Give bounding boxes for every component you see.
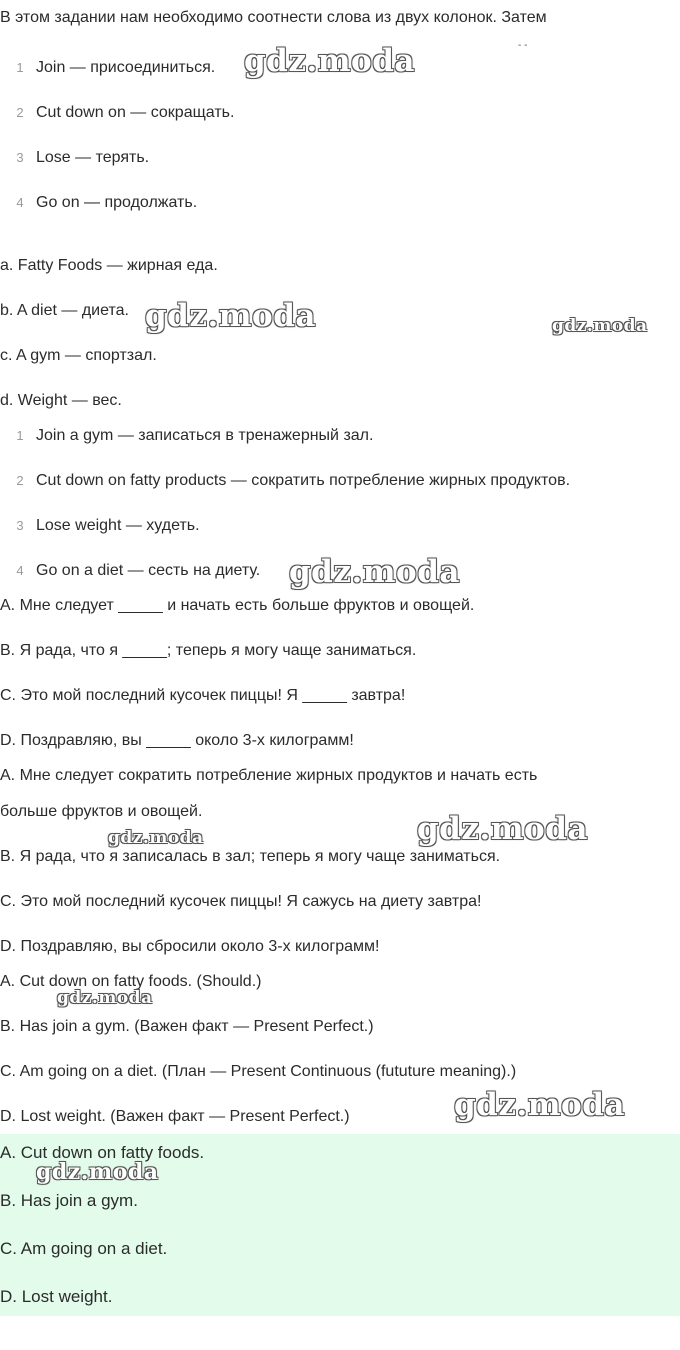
translation-line: D. Поздравляю, вы сбросили около 3-х килограмм!: [0, 938, 380, 955]
translation-line: B. Я рада, что я записалась в зал; теперь я могу чаще заниматься.: [0, 848, 501, 865]
noun-line: c. A gym — спортзал.: [0, 347, 157, 364]
watermark: gdz.moda: [145, 298, 316, 334]
watermark: gdz.moda: [244, 43, 415, 79]
item-text: Go on — продолжать.: [36, 194, 198, 211]
item-text: Join — присоединиться.: [36, 59, 216, 76]
noun-line: d. Weight — вес.: [0, 392, 122, 409]
watermark: gdz.moda: [289, 554, 460, 590]
item-number: 2: [16, 473, 24, 488]
watermark: gdz.moda: [108, 828, 204, 848]
gap-sentence: C. Это мой последний кусочек пиццы! Я _____ завтра!: [0, 687, 406, 704]
gap-sentence: D. Поздравляю, вы _____ около 3-х килограмм!: [0, 732, 354, 749]
intro-text: В этом задании нам необходимо соотнести слова из двух колонок. Затем: [0, 9, 547, 26]
item-number: 4: [16, 563, 24, 578]
item-text: Cut down on — сокращать.: [36, 104, 235, 121]
watermark: gdz.moda: [36, 1159, 159, 1185]
answer-line: B. Has join a gym.: [0, 1191, 138, 1210]
stray-marks: ‑ ‑: [518, 40, 528, 51]
translation-line: A. Мне следует сократить потребление жирных продуктов и начать есть: [0, 767, 538, 784]
item-number: 4: [16, 195, 24, 210]
item-text: Lose — терять.: [36, 149, 150, 166]
answer-line: C. Am going on a diet.: [0, 1239, 168, 1258]
gap-sentence: A. Мне следует _____ и начать есть больше фруктов и овощей.: [0, 597, 475, 614]
watermark: gdz.moda: [57, 988, 153, 1008]
item-number: 1: [16, 428, 24, 443]
translation-line: больше фруктов и овощей.: [0, 803, 203, 820]
watermark: gdz.moda: [552, 316, 648, 336]
item-number: 1: [16, 60, 24, 75]
explanation-line: A. Cut down on fatty foods. (Should.): [0, 973, 262, 990]
item-text: Lose weight — худеть.: [36, 517, 200, 534]
item-number: 3: [16, 150, 24, 165]
gap-sentence: B. Я рада, что я _____; теперь я могу чаще заниматься.: [0, 642, 417, 659]
translation-line: C. Это мой последний кусочек пиццы! Я сажусь на диету завтра!: [0, 893, 482, 910]
item-text: Cut down on fatty products — сократить потребление жирных продуктов.: [36, 472, 571, 489]
noun-line: a. Fatty Foods — жирная еда.: [0, 257, 218, 274]
item-text: Join a gym — записаться в тренажерный зал.: [36, 427, 374, 444]
watermark: gdz.moda: [454, 1087, 625, 1123]
item-text: Go on a diet — сесть на диету.: [36, 562, 261, 579]
item-number: 3: [16, 518, 24, 533]
answer-line: A. Cut down on fatty foods.: [0, 1143, 205, 1162]
item-number: 2: [16, 105, 24, 120]
explanation-line: D. Lost weight. (Важен факт — Present Perfect.): [0, 1108, 350, 1125]
answer-line: D. Lost weight.: [0, 1287, 113, 1306]
noun-line: b. A diet — диета.: [0, 302, 129, 319]
explanation-line: B. Has join a gym. (Важен факт — Present Perfect.): [0, 1018, 374, 1035]
watermark: gdz.moda: [417, 811, 588, 847]
explanation-line: C. Am going on a diet. (План — Present Continuous (fututure meaning).): [0, 1063, 517, 1080]
